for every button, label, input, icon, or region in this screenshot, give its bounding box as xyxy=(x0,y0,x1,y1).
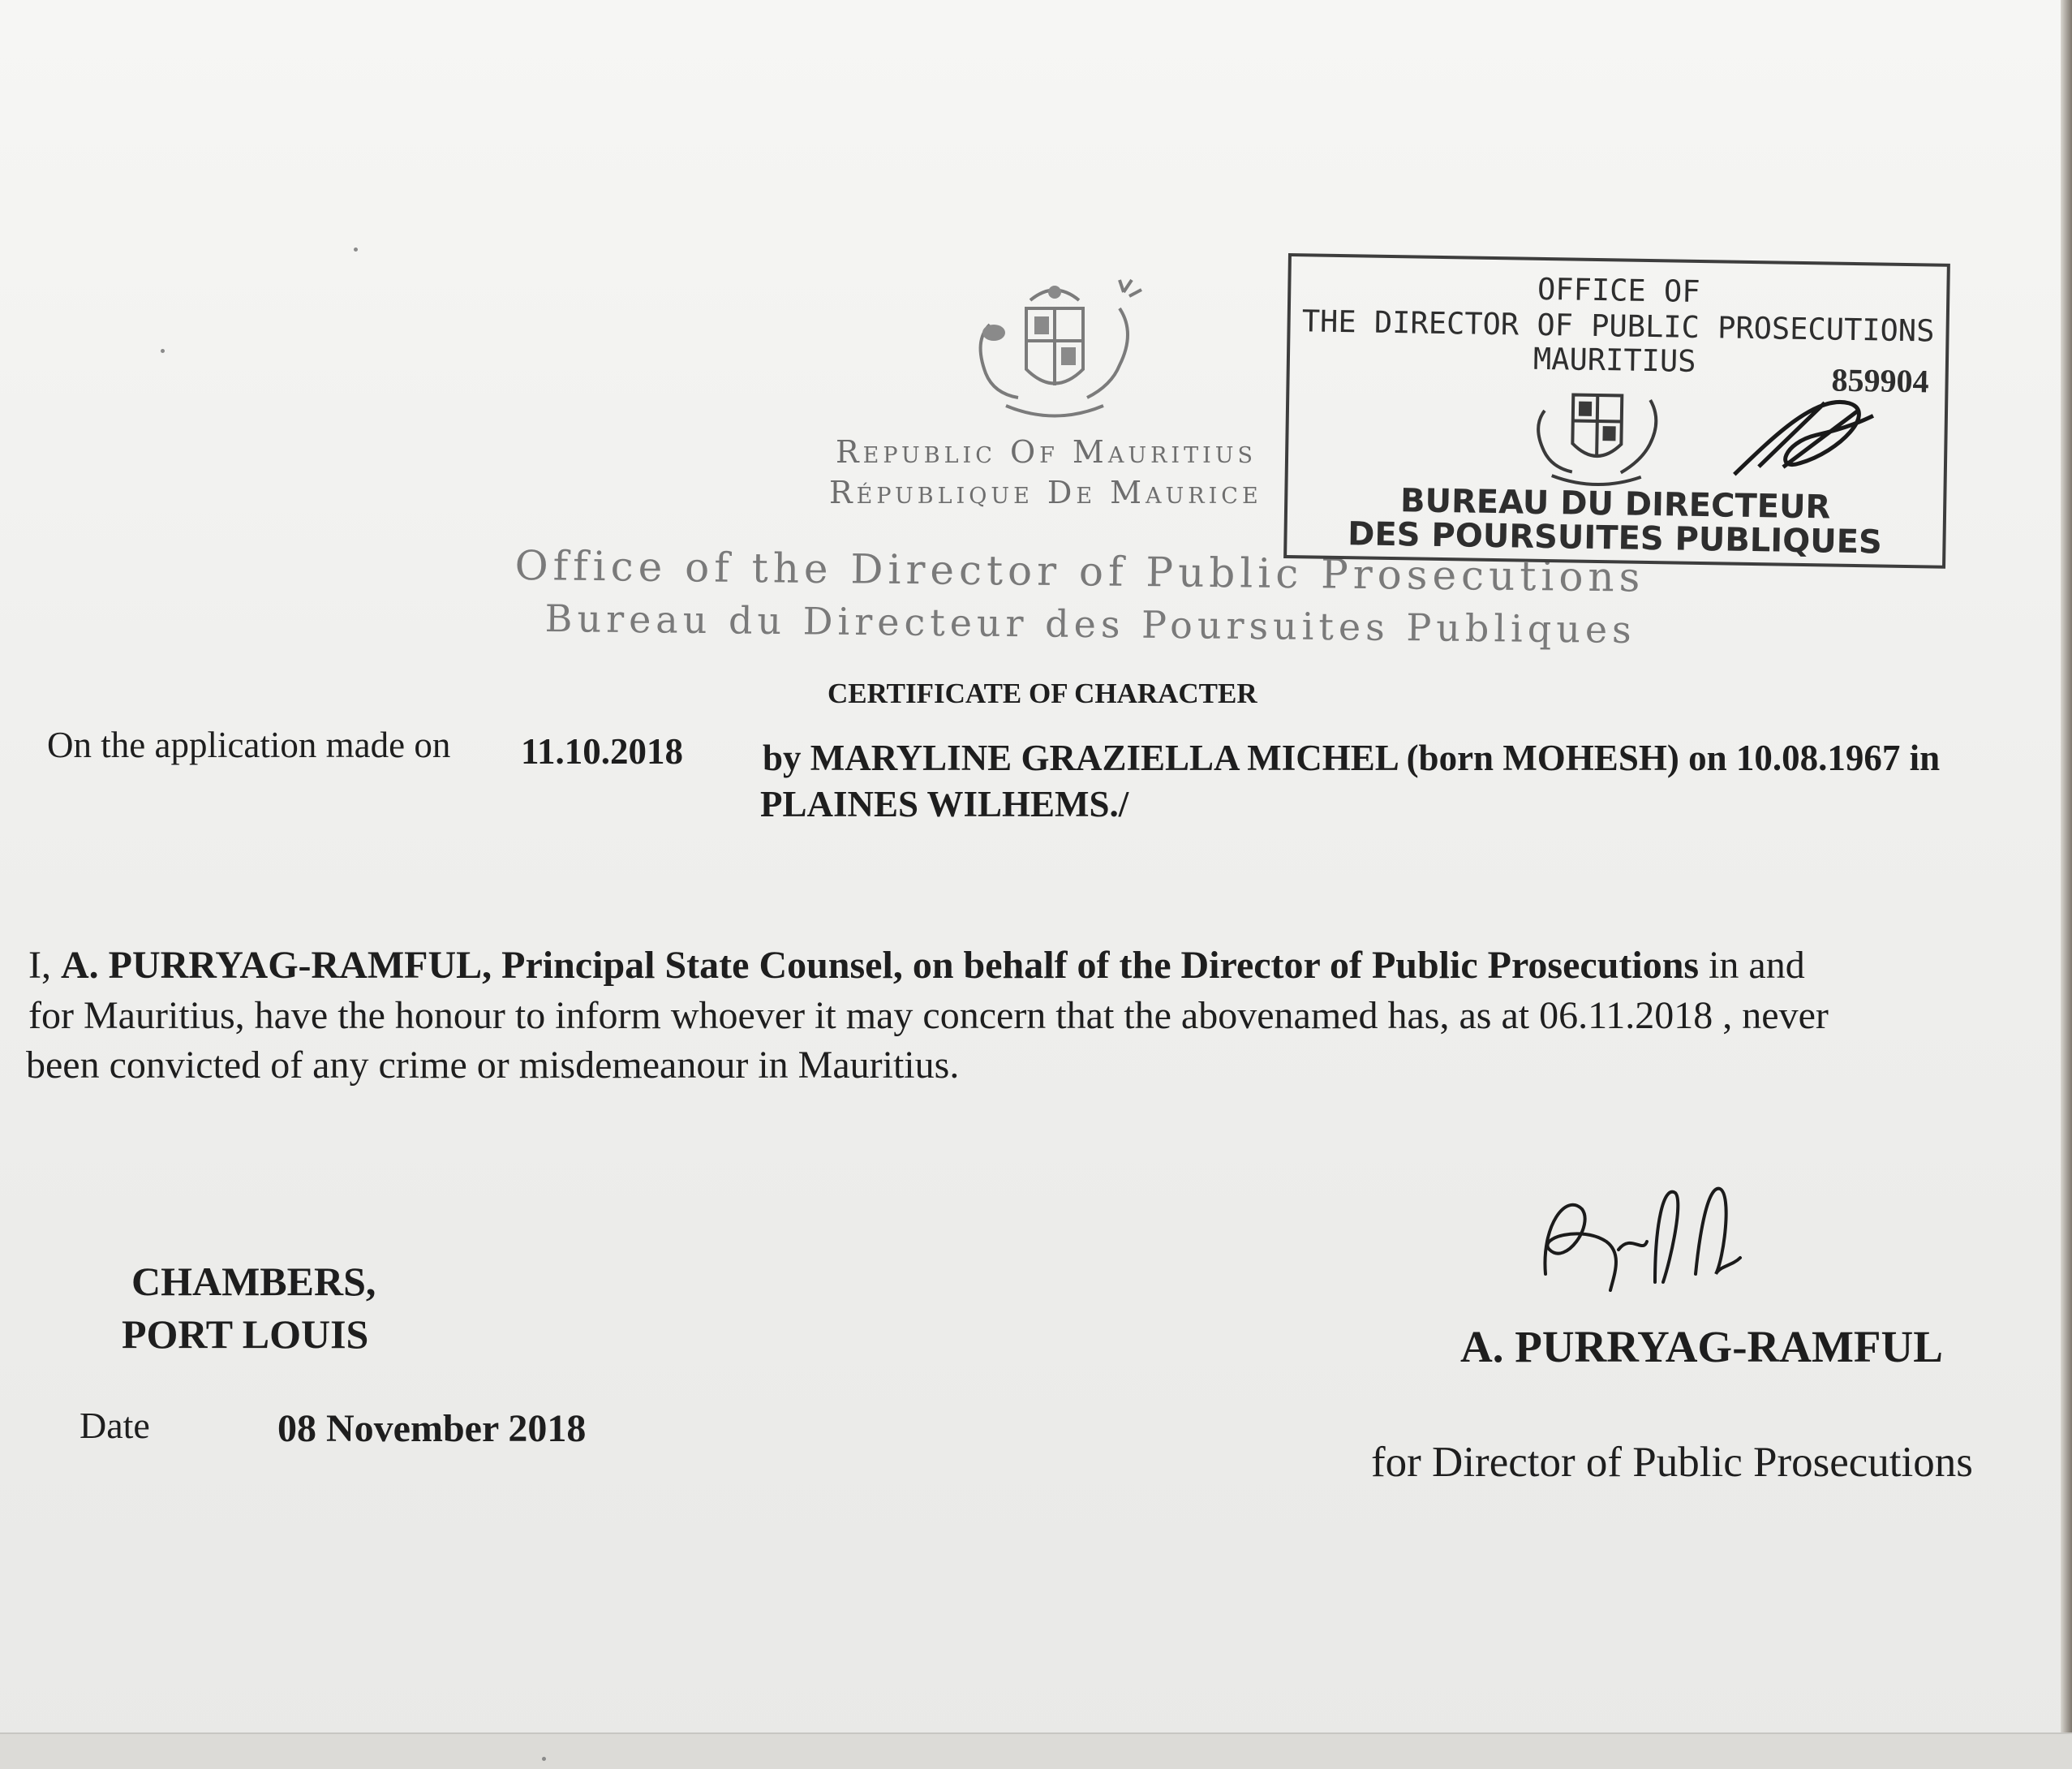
scan-speck xyxy=(161,349,165,353)
application-date: 11.10.2018 xyxy=(521,731,684,772)
stamp-line-2: THE DIRECTOR OF PUBLIC PROSECUTIONS xyxy=(1301,303,1935,349)
scan-speck xyxy=(354,247,358,252)
coat-of-arms-icon xyxy=(957,276,1152,430)
date-value: 08 November 2018 xyxy=(277,1407,587,1450)
stamp-number: 859904 xyxy=(1831,361,1929,400)
stamp-initials-signature xyxy=(1726,385,1882,485)
office-title-en: Office of the Director of Public Prosecutions xyxy=(514,542,1645,601)
body-line-2: for Mauritius, have the honour to inform whoever it may concern that the abovenamed has, as at 06.11.2018 , never xyxy=(28,994,1829,1037)
stamp-bureau-line-1: BUREAU DU DIRECTEUR xyxy=(1399,482,1831,527)
body-line-1-start: I, xyxy=(28,944,61,987)
body-line-1-bold: A. PURRYAG-RAMFUL, Principal State Counsel, on behalf of the Director of Public Prosecutions xyxy=(60,944,1700,987)
signer-role: for Director of Public Prosecutions xyxy=(1371,1439,1973,1486)
body-line-1-end: in and xyxy=(1699,944,1805,987)
stamp-bureau-line-2: DES POURSUITES PUBLIQUES xyxy=(1347,515,1883,562)
republic-name-fr: République De Maurice xyxy=(829,475,1262,510)
application-prefix: On the application made on xyxy=(47,725,451,765)
date-label: Date xyxy=(80,1405,150,1446)
scan-speck xyxy=(542,1757,546,1761)
applicant-line-1: by MARYLINE GRAZIELLA MICHEL (born MOHESH) on 10.08.1967 in xyxy=(763,738,1941,778)
page-bottom-edge xyxy=(0,1732,2072,1769)
handwritten-signature xyxy=(1533,1177,1744,1306)
signer-name: A. PURRYAG-RAMFUL xyxy=(1460,1322,1943,1371)
stamp-line-1: OFFICE OF xyxy=(1537,271,1700,309)
stamp-crest-icon xyxy=(1519,370,1674,494)
port-louis-label: PORT LOUIS xyxy=(122,1311,369,1357)
official-stamp xyxy=(1283,253,1950,569)
body-line-3: been convicted of any crime or misdemeanour in Mauritius. xyxy=(26,1044,960,1087)
page-edge-shadow xyxy=(2061,0,2072,1767)
republic-name-en: Republic Of Mauritius xyxy=(836,434,1257,470)
chambers-label: CHAMBERS, xyxy=(131,1259,376,1304)
applicant-line-2: PLAINES WILHEMS./ xyxy=(760,784,1129,824)
stamp-line-3: MAURITIUS xyxy=(1533,341,1696,379)
office-title-fr: Bureau du Directeur des Poursuites Publiques xyxy=(544,596,1636,652)
body-line-1 xyxy=(28,943,1805,988)
certificate-title: CERTIFICATE OF CHARACTER xyxy=(828,678,1257,709)
